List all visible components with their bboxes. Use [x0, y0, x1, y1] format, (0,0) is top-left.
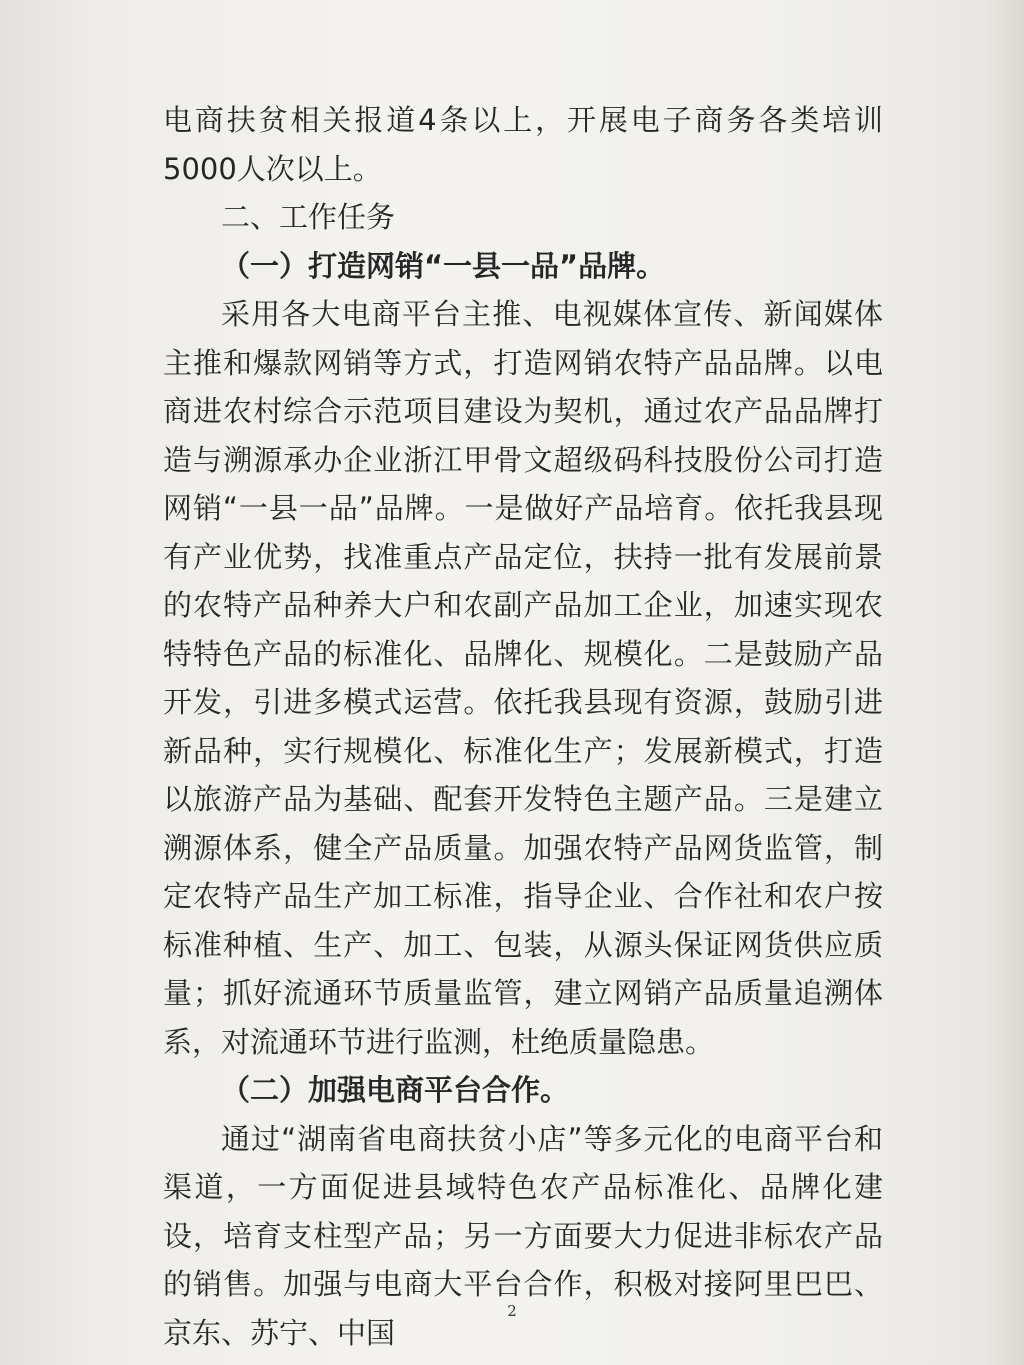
subsection-1-body: 采用各大电商平台主推、电视媒体宣传、新闻媒体主推和爆款网销等方式，打造网销农特产品品牌。以电商进农村综合示范项目建设为契机，通过农产品品牌打造与溯源承办企业浙江甲骨文超级码科技股份公司打造网销“一县一品”品牌。一是做好产品培育。依托我县现有产业优势，找准重点产品定位，扶持一批有发展前景的农特产品种养大户和农副产品加工企业，加速实现农特特色产品的标准化、品牌化、规模化。二是鼓励产品开发，引进多模式运营。依托我县现有资源，鼓励引进新品种，实行规模化、标准化生产；发展新模式，打造以旅游产品为基础、配套开发特色主题产品。三是建立溯源体系，健全产品质量。加强农特产品网货监管，制定农特产品生产加工标准，指导企业、合作社和农户按标准种植、生产、加工、包装，从源头保证网货供应质量；抓好流通环节质量监管，建立网销产品质量追溯体系，对流通环节进行监测，杜绝质量隐患。 — [163, 297, 883, 1059]
paragraph-continuation: 电商扶贫相关报道4条以上，开展电子商务各类培训5000人次以上。 — [163, 103, 883, 186]
subsection-2-heading: （二）加强电商平台合作。 — [221, 1073, 570, 1107]
section-heading: 二、工作任务 — [221, 200, 396, 234]
document-body — [163, 96, 883, 1357]
subsection-2-body: 通过“湖南省电商扶贫小店”等多元化的电商平台和渠道，一方面促进县域特色农产品标准化、品牌化建设，培育支柱型产品；另一方面要大力促进非标农产品的销售。加强与电商大平台合作，积极对接阿里巴巴、京东、苏宁、中国 — [163, 1121, 883, 1350]
subsection-1-heading: （一）打造网销“一县一品”品牌。 — [221, 248, 666, 283]
page-number: 2 — [507, 1302, 517, 1320]
